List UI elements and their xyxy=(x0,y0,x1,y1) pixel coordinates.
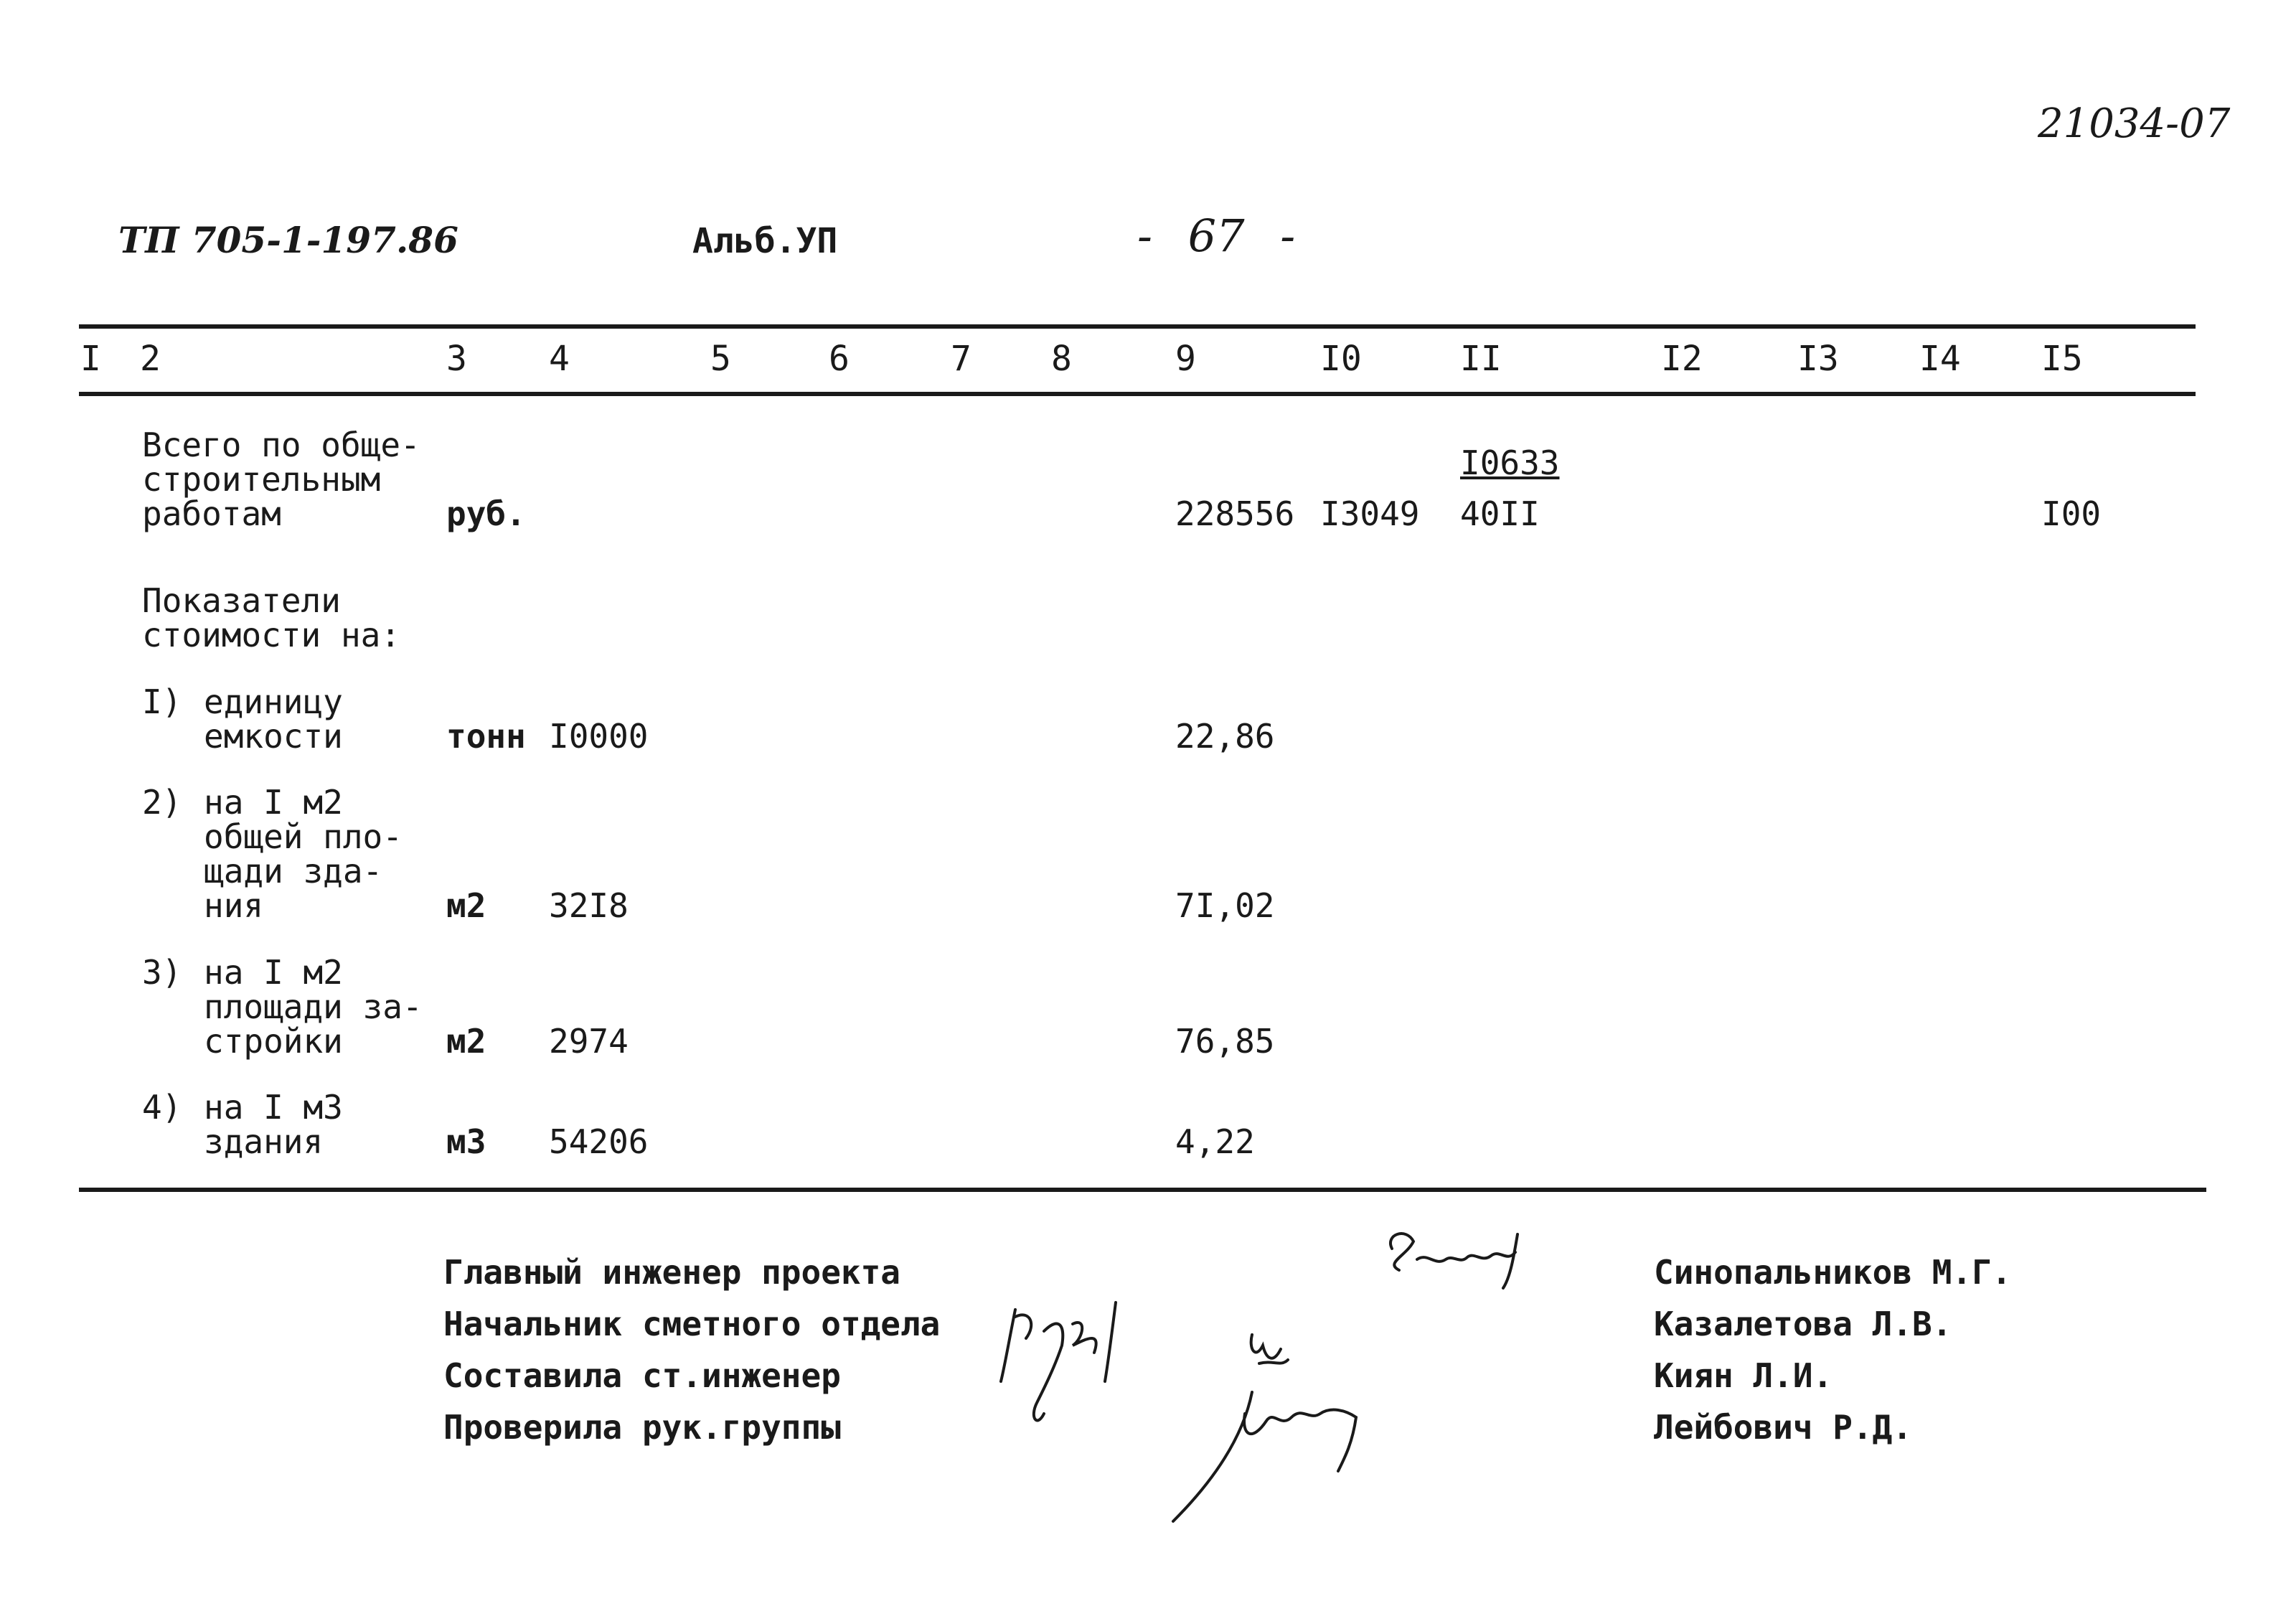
row-name-line: Показатели xyxy=(142,581,341,620)
table-top-rule xyxy=(79,324,2196,329)
handwritten-signature-engineer xyxy=(1166,1320,1410,1536)
archive-number: 21034-07 xyxy=(2038,100,2231,147)
row-name-line: на I м3 xyxy=(204,1088,343,1127)
col-header: 5 xyxy=(710,339,731,379)
row-col9: 7I,02 xyxy=(1175,886,1275,925)
row-col9: 22,86 xyxy=(1175,717,1275,756)
row-col11-bottom: 40II xyxy=(1460,494,1540,533)
row-name-line: на I м2 xyxy=(204,783,343,822)
col-header: I4 xyxy=(1919,339,1961,379)
row-unit: м2 xyxy=(446,1022,486,1061)
signatory-name: Киян Л.И. xyxy=(1654,1356,1833,1395)
col-header: I0 xyxy=(1320,339,1362,379)
signatory-name: Синопальников М.Г. xyxy=(1654,1253,2012,1292)
col-header: 3 xyxy=(446,339,467,379)
table-bottom-rule xyxy=(79,1188,2206,1192)
row-col15: I00 xyxy=(2041,494,2102,533)
col-header: 9 xyxy=(1175,339,1196,379)
row-col4: 2974 xyxy=(549,1022,629,1061)
row-marker: 2) xyxy=(142,783,182,822)
col-header: 6 xyxy=(829,339,850,379)
col-header: I3 xyxy=(1797,339,1839,379)
row-marker: 3) xyxy=(142,953,182,992)
album-label: Альб.УП xyxy=(692,221,838,261)
row-name-line: стройки xyxy=(204,1022,343,1061)
row-col4: I0000 xyxy=(549,717,649,756)
row-marker: 4) xyxy=(142,1088,182,1127)
row-name-line: единицу xyxy=(204,682,343,721)
row-col9: 76,85 xyxy=(1175,1022,1275,1061)
row-unit: тонн xyxy=(446,717,526,756)
row-name-line: Всего по обще- xyxy=(142,426,420,464)
row-name-line: стоимости на: xyxy=(142,616,401,654)
row-name-line: общей пло- xyxy=(204,817,403,856)
table-header-rule xyxy=(79,392,2196,396)
col-header: 2 xyxy=(140,339,161,379)
col-header: I5 xyxy=(2041,339,2083,379)
row-marker: I) xyxy=(142,682,182,721)
project-code: ТП 705-1-197.86 xyxy=(118,219,458,261)
row-unit: м3 xyxy=(446,1122,486,1161)
col-header: 8 xyxy=(1051,339,1072,379)
handwritten-signature-chief-engineer xyxy=(1378,1220,1535,1299)
col-header: 7 xyxy=(951,339,971,379)
row-col9: 4,22 xyxy=(1175,1122,1255,1161)
row-col11-top: I0633 xyxy=(1460,443,1560,482)
row-col4: 54206 xyxy=(549,1122,649,1161)
row-name-line: здания xyxy=(204,1122,324,1161)
row-unit: м2 xyxy=(446,886,486,925)
col-header: I xyxy=(80,339,101,379)
row-name-line: на I м2 xyxy=(204,953,343,992)
signature-role: Главный инженер проекта xyxy=(443,1253,900,1292)
row-name-line: площади за- xyxy=(204,987,423,1026)
row-col9: 228556 xyxy=(1175,494,1295,533)
handwritten-signature-estimate-head xyxy=(994,1288,1166,1439)
row-col10: I3049 xyxy=(1320,494,1420,533)
page-number: - 67 - xyxy=(1137,210,1296,262)
signature-role: Проверила рук.группы xyxy=(443,1408,841,1447)
col-header: 4 xyxy=(549,339,570,379)
signature-role: Начальник сметного отдела xyxy=(443,1305,941,1343)
signature-role: Составила ст.инженер xyxy=(443,1356,841,1395)
row-name-line: строительным xyxy=(142,460,381,499)
signatory-name: Казалетова Л.В. xyxy=(1654,1305,1952,1343)
row-unit: руб. xyxy=(446,494,526,533)
col-header: I2 xyxy=(1661,339,1703,379)
row-name-line: ния xyxy=(204,886,264,925)
row-name-line: щади зда- xyxy=(204,852,383,891)
row-col4: 32I8 xyxy=(549,886,629,925)
row-name-line: работам xyxy=(142,494,281,533)
signatory-name: Лейбович Р.Д. xyxy=(1654,1408,1913,1447)
col-header: II xyxy=(1460,339,1502,379)
row-name-line: емкости xyxy=(204,717,343,756)
